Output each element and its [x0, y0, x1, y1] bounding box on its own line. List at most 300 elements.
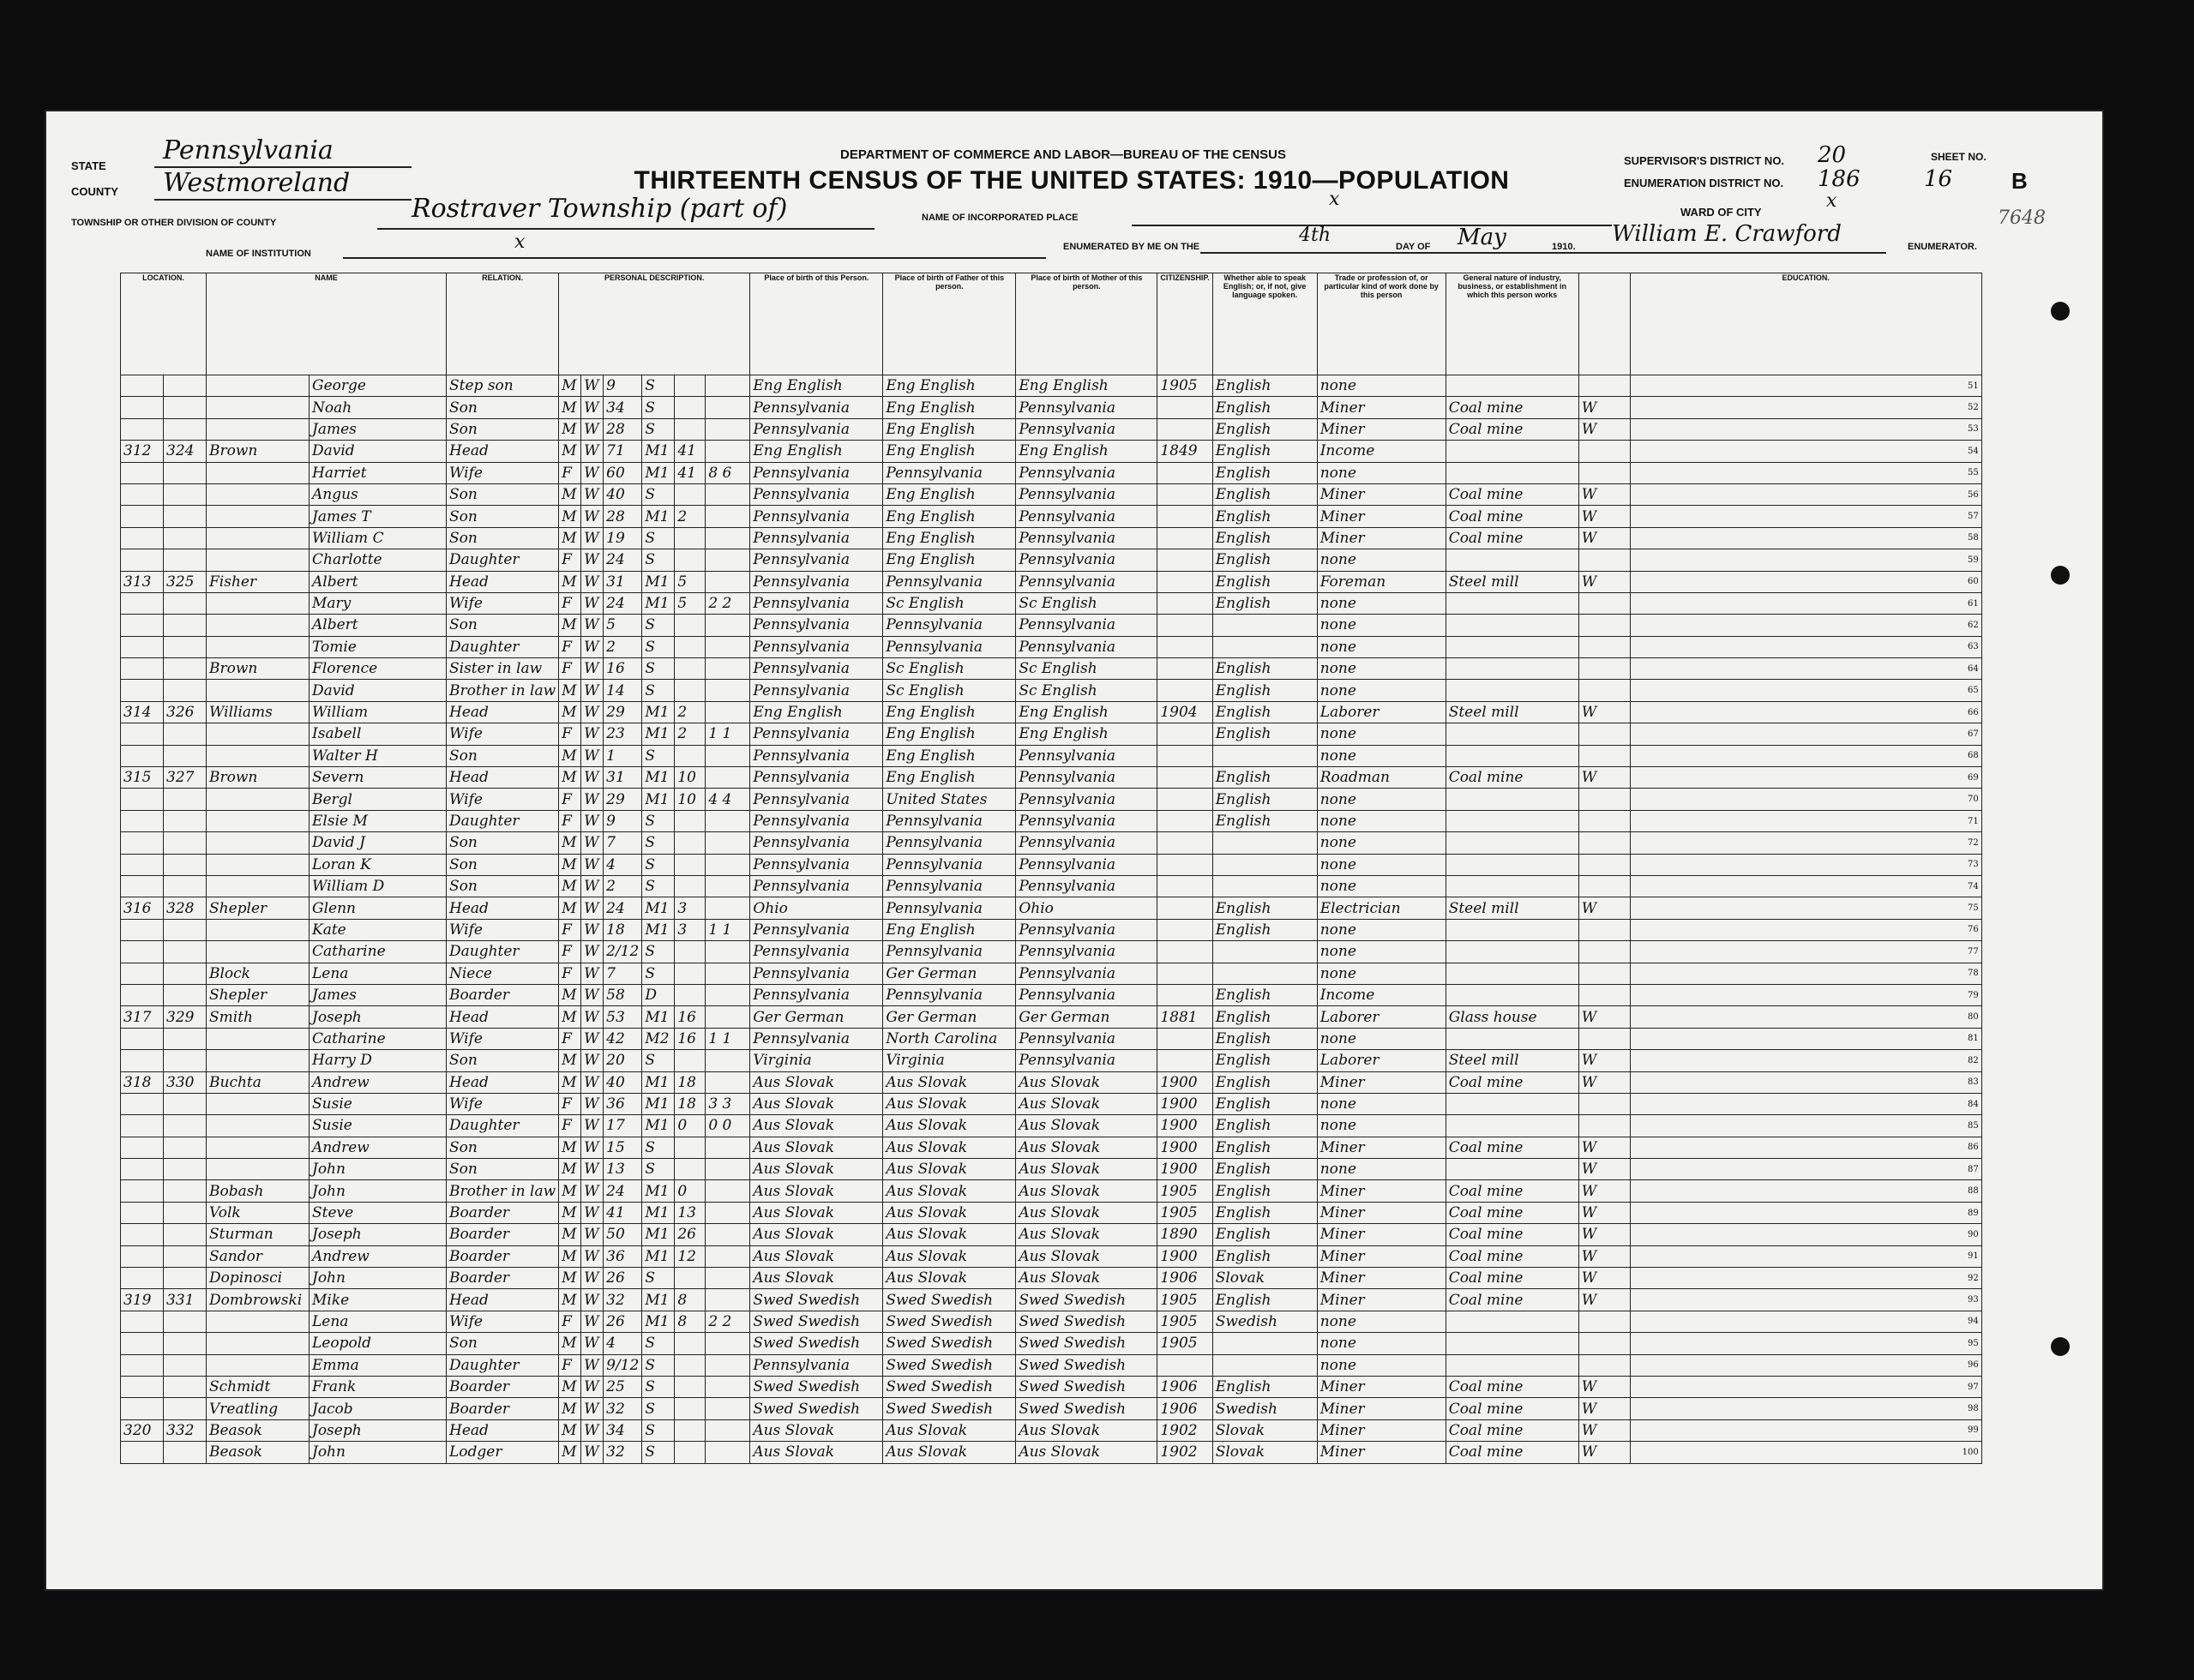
employment-cell — [1578, 919, 1630, 940]
relation-cell: Brother in law — [447, 680, 559, 701]
marital-status-cell: M1 — [642, 1289, 675, 1311]
dwelling-number-cell — [121, 397, 164, 418]
dwelling-number-cell: 313 — [121, 571, 164, 592]
dwelling-number-cell — [121, 1245, 164, 1267]
line-number-cell: 98 — [1630, 1398, 1981, 1419]
years-married-cell: 2 — [675, 723, 706, 745]
father-birthplace-cell: United States — [883, 789, 1016, 810]
industry-cell — [1446, 832, 1578, 854]
birthplace-cell: Pennsylvania — [750, 615, 883, 636]
dwelling-number-cell — [121, 1050, 164, 1071]
employment-cell — [1578, 462, 1630, 483]
immigration-year-cell — [1157, 897, 1212, 919]
children-cell — [706, 1224, 750, 1245]
father-birthplace-cell: Ger German — [883, 963, 1016, 984]
line-number-cell: 83 — [1630, 1071, 1981, 1093]
employment-cell: W — [1578, 527, 1630, 549]
immigration-year-cell — [1157, 462, 1212, 483]
line-number-cell: 92 — [1630, 1268, 1981, 1289]
table-row — [121, 723, 1982, 745]
dwelling-number-cell — [121, 984, 164, 1005]
immigration-year-cell — [1157, 941, 1212, 963]
trade-cell: none — [1317, 1311, 1446, 1332]
language-cell: English — [1212, 701, 1317, 723]
race-cell: W — [581, 615, 604, 636]
employment-cell: W — [1578, 1202, 1630, 1223]
industry-cell — [1446, 854, 1578, 875]
age-cell: 24 — [604, 592, 642, 614]
sex-cell: M — [559, 680, 581, 701]
census-table — [120, 273, 1982, 1464]
birthplace-cell: Swed Swedish — [750, 1398, 883, 1419]
relation-cell: Son — [447, 1333, 559, 1354]
line-number-cell: 53 — [1630, 418, 1981, 440]
birthplace-cell: Aus Slovak — [750, 1180, 883, 1202]
given-name-cell: Lena — [310, 1311, 447, 1332]
birthplace-cell: Eng English — [750, 701, 883, 723]
given-name-cell: Joseph — [310, 1419, 447, 1441]
given-name-cell: George — [310, 375, 447, 397]
given-name-cell: Catharine — [310, 941, 447, 963]
race-cell: W — [581, 1050, 604, 1071]
immigration-year-cell — [1157, 875, 1212, 897]
immigration-year-cell — [1157, 745, 1212, 766]
sex-cell: M — [559, 1398, 581, 1419]
race-cell: W — [581, 1115, 604, 1137]
mother-birthplace-cell: Pennsylvania — [1016, 854, 1157, 875]
header-relation: RELATION. — [447, 273, 559, 375]
surname-cell — [207, 875, 310, 897]
sex-cell: M — [559, 1159, 581, 1180]
children-cell — [706, 745, 750, 766]
language-cell: Slovak — [1212, 1442, 1317, 1463]
employment-cell — [1578, 941, 1630, 963]
given-name-cell: Mary — [310, 592, 447, 614]
enumerated-day: 4th — [1299, 225, 1331, 246]
binder-hole — [2051, 302, 2070, 321]
sex-cell: M — [559, 1268, 581, 1289]
surname-cell: Fisher — [207, 571, 310, 592]
marital-status-cell: S — [642, 1159, 675, 1180]
marital-status-cell: M1 — [642, 1071, 675, 1093]
marital-status-cell: M1 — [642, 441, 675, 462]
line-number-cell: 94 — [1630, 1311, 1981, 1332]
sex-cell: M — [559, 745, 581, 766]
marital-status-cell: S — [642, 875, 675, 897]
relation-cell: Wife — [447, 789, 559, 810]
immigration-year-cell — [1157, 1354, 1212, 1376]
trade-cell: none — [1317, 658, 1446, 680]
industry-cell: Coal mine — [1446, 418, 1578, 440]
marital-status-cell: S — [642, 745, 675, 766]
supervisor-label: SUPERVISOR'S DISTRICT NO. — [1624, 154, 1785, 167]
relation-cell: Head — [447, 1289, 559, 1311]
years-married-cell: 5 — [675, 592, 706, 614]
trade-cell: none — [1317, 1354, 1446, 1376]
years-married-cell — [675, 1268, 706, 1289]
enumerated-label: ENUMERATED BY ME ON THE — [1063, 242, 1200, 252]
language-cell: English — [1212, 723, 1317, 745]
language-cell — [1212, 854, 1317, 875]
trade-cell: none — [1317, 875, 1446, 897]
employment-cell — [1578, 723, 1630, 745]
years-married-cell — [675, 680, 706, 701]
age-cell: 36 — [604, 1245, 642, 1267]
employment-cell: W — [1578, 1071, 1630, 1093]
marital-status-cell: M1 — [642, 897, 675, 919]
surname-cell — [207, 1311, 310, 1332]
surname-cell: Shepler — [207, 897, 310, 919]
family-number-cell — [164, 1050, 207, 1071]
mother-birthplace-cell: Pennsylvania — [1016, 483, 1157, 505]
industry-cell: Coal mine — [1446, 1376, 1578, 1397]
industry-cell — [1446, 875, 1578, 897]
enumeration-number: 186 — [1818, 166, 1860, 192]
race-cell: W — [581, 1245, 604, 1267]
industry-cell: Coal mine — [1446, 397, 1578, 418]
line-number-cell: 60 — [1630, 571, 1981, 592]
race-cell: W — [581, 483, 604, 505]
industry-cell: Coal mine — [1446, 1180, 1578, 1202]
surname-cell — [207, 1028, 310, 1049]
dwelling-number-cell — [121, 483, 164, 505]
race-cell: W — [581, 1202, 604, 1223]
relation-cell: Head — [447, 1071, 559, 1093]
trade-cell: none — [1317, 375, 1446, 397]
trade-cell: none — [1317, 963, 1446, 984]
family-number-cell — [164, 1398, 207, 1419]
birthplace-cell: Pennsylvania — [750, 984, 883, 1005]
trade-cell: none — [1317, 1028, 1446, 1049]
industry-cell: Glass house — [1446, 1006, 1578, 1028]
family-number-cell — [164, 984, 207, 1005]
father-birthplace-cell: Pennsylvania — [883, 897, 1016, 919]
given-name-cell: Glenn — [310, 897, 447, 919]
surname-cell: Vreatling — [207, 1398, 310, 1419]
dwelling-number-cell — [121, 1093, 164, 1114]
given-name-cell: Mike — [310, 1289, 447, 1311]
given-name-cell: Noah — [310, 397, 447, 418]
father-birthplace-cell: Eng English — [883, 723, 1016, 745]
trade-cell: Laborer — [1317, 1050, 1446, 1071]
trade-cell: none — [1317, 810, 1446, 831]
age-cell: 42 — [604, 1028, 642, 1049]
mother-birthplace-cell: Eng English — [1016, 701, 1157, 723]
father-birthplace-cell: Pennsylvania — [883, 615, 1016, 636]
employment-cell: W — [1578, 418, 1630, 440]
dwelling-number-cell — [121, 1268, 164, 1289]
table-row — [121, 1115, 1982, 1137]
surname-cell — [207, 680, 310, 701]
employment-cell — [1578, 1028, 1630, 1049]
mother-birthplace-cell: Pennsylvania — [1016, 418, 1157, 440]
table-row — [121, 1137, 1982, 1158]
language-cell: English — [1212, 592, 1317, 614]
mother-birthplace-cell: Ger German — [1016, 1006, 1157, 1028]
employment-cell — [1578, 789, 1630, 810]
surname-cell — [207, 592, 310, 614]
family-number-cell — [164, 1202, 207, 1223]
years-married-cell — [675, 1137, 706, 1158]
surname-cell — [207, 506, 310, 527]
table-row — [121, 506, 1982, 527]
mother-birthplace-cell: Pennsylvania — [1016, 919, 1157, 940]
table-row — [121, 592, 1982, 614]
birthplace-cell: Ohio — [750, 897, 883, 919]
family-number-cell — [164, 963, 207, 984]
family-number-cell — [164, 810, 207, 831]
age-cell: 16 — [604, 658, 642, 680]
birthplace-cell: Aus Slovak — [750, 1268, 883, 1289]
children-cell — [706, 810, 750, 831]
marital-status-cell: S — [642, 1398, 675, 1419]
sex-cell: F — [559, 1354, 581, 1376]
line-number-cell: 64 — [1630, 658, 1981, 680]
marital-status-cell: S — [642, 963, 675, 984]
line-number-cell: 81 — [1630, 1028, 1981, 1049]
sex-cell: F — [559, 1311, 581, 1332]
sex-cell: M — [559, 1050, 581, 1071]
industry-cell: Coal mine — [1446, 506, 1578, 527]
immigration-year-cell — [1157, 549, 1212, 571]
surname-cell — [207, 919, 310, 940]
language-cell — [1212, 1354, 1317, 1376]
marital-status-cell: M1 — [642, 1115, 675, 1137]
age-cell: 20 — [604, 1050, 642, 1071]
father-birthplace-cell: Eng English — [883, 483, 1016, 505]
trade-cell: Miner — [1317, 1268, 1446, 1289]
trade-cell: Miner — [1317, 506, 1446, 527]
father-birthplace-cell: Eng English — [883, 549, 1016, 571]
birthplace-cell: Pennsylvania — [750, 919, 883, 940]
sex-cell: F — [559, 919, 581, 940]
marital-status-cell: M1 — [642, 1202, 675, 1223]
race-cell: W — [581, 1376, 604, 1397]
birthplace-cell: Swed Swedish — [750, 1311, 883, 1332]
given-name-cell: Harriet — [310, 462, 447, 483]
given-name-cell: Andrew — [310, 1137, 447, 1158]
surname-cell — [207, 418, 310, 440]
mother-birthplace-cell: Eng English — [1016, 375, 1157, 397]
language-cell: English — [1212, 462, 1317, 483]
township-label: TOWNSHIP OR OTHER DIVISION OF COUNTY — [71, 218, 277, 228]
language-cell — [1212, 615, 1317, 636]
township-underline — [377, 228, 875, 230]
header-citizenship: CITIZENSHIP. — [1157, 273, 1212, 375]
employment-cell: W — [1578, 483, 1630, 505]
binder-hole — [2051, 1337, 2070, 1356]
table-row — [121, 963, 1982, 984]
industry-cell — [1446, 984, 1578, 1005]
years-married-cell — [675, 1354, 706, 1376]
employment-cell — [1578, 963, 1630, 984]
mother-birthplace-cell: Pennsylvania — [1016, 984, 1157, 1005]
employment-cell: W — [1578, 571, 1630, 592]
dwelling-number-cell — [121, 1028, 164, 1049]
children-cell — [706, 701, 750, 723]
age-cell: 71 — [604, 441, 642, 462]
marital-status-cell: S — [642, 810, 675, 831]
years-married-cell — [675, 1376, 706, 1397]
relation-cell: Son — [447, 875, 559, 897]
age-cell: 15 — [604, 1137, 642, 1158]
relation-cell: Son — [447, 527, 559, 549]
given-name-cell: Bergl — [310, 789, 447, 810]
father-birthplace-cell: Eng English — [883, 397, 1016, 418]
relation-cell: Wife — [447, 723, 559, 745]
line-number-cell: 84 — [1630, 1093, 1981, 1114]
line-number-cell: 100 — [1630, 1442, 1981, 1463]
table-row — [121, 1028, 1982, 1049]
employment-cell: W — [1578, 1289, 1630, 1311]
industry-cell — [1446, 549, 1578, 571]
age-cell: 4 — [604, 854, 642, 875]
trade-cell: none — [1317, 723, 1446, 745]
industry-cell: Coal mine — [1446, 1071, 1578, 1093]
immigration-year-cell: 1902 — [1157, 1442, 1212, 1463]
marital-status-cell: M1 — [642, 767, 675, 789]
trade-cell: Miner — [1317, 1071, 1446, 1093]
given-name-cell: Emma — [310, 1354, 447, 1376]
immigration-year-cell: 1904 — [1157, 701, 1212, 723]
immigration-year-cell — [1157, 1028, 1212, 1049]
age-cell: 7 — [604, 963, 642, 984]
immigration-year-cell — [1157, 615, 1212, 636]
years-married-cell — [675, 1398, 706, 1419]
language-cell: English — [1212, 1028, 1317, 1049]
sex-cell: M — [559, 1376, 581, 1397]
race-cell: W — [581, 397, 604, 418]
language-cell: English — [1212, 1376, 1317, 1397]
race-cell: W — [581, 658, 604, 680]
immigration-year-cell — [1157, 397, 1212, 418]
industry-cell: Coal mine — [1446, 1245, 1578, 1267]
age-cell: 25 — [604, 1376, 642, 1397]
line-number-cell: 80 — [1630, 1006, 1981, 1028]
table-row — [121, 1245, 1982, 1267]
table-row — [121, 1354, 1982, 1376]
children-cell — [706, 897, 750, 919]
race-cell: W — [581, 1333, 604, 1354]
sex-cell: M — [559, 1071, 581, 1093]
mother-birthplace-cell: Sc English — [1016, 592, 1157, 614]
birthplace-cell: Pennsylvania — [750, 418, 883, 440]
dwelling-number-cell — [121, 1159, 164, 1180]
given-name-cell: David J — [310, 832, 447, 854]
mother-birthplace-cell: Pennsylvania — [1016, 506, 1157, 527]
industry-cell — [1446, 658, 1578, 680]
given-name-cell: William D — [310, 875, 447, 897]
birthplace-cell: Pennsylvania — [750, 1354, 883, 1376]
years-married-cell: 12 — [675, 1245, 706, 1267]
father-birthplace-cell: Aus Slovak — [883, 1071, 1016, 1093]
family-number-cell — [164, 723, 207, 745]
age-cell: 31 — [604, 767, 642, 789]
children-cell — [706, 875, 750, 897]
age-cell: 9 — [604, 375, 642, 397]
mother-birthplace-cell: Aus Slovak — [1016, 1224, 1157, 1245]
immigration-year-cell — [1157, 767, 1212, 789]
table-row — [121, 615, 1982, 636]
relation-cell: Lodger — [447, 1442, 559, 1463]
sex-cell: M — [559, 984, 581, 1005]
age-cell: 32 — [604, 1442, 642, 1463]
given-name-cell: Albert — [310, 615, 447, 636]
employment-cell: W — [1578, 1376, 1630, 1397]
family-number-cell — [164, 462, 207, 483]
years-married-cell — [675, 1419, 706, 1441]
age-cell: 60 — [604, 462, 642, 483]
family-number-cell — [164, 1268, 207, 1289]
mother-birthplace-cell: Swed Swedish — [1016, 1289, 1157, 1311]
sex-cell: M — [559, 767, 581, 789]
mother-birthplace-cell: Pennsylvania — [1016, 571, 1157, 592]
given-name-cell: Severn — [310, 767, 447, 789]
language-cell — [1212, 1333, 1317, 1354]
table-row — [121, 462, 1982, 483]
father-birthplace-cell: Pennsylvania — [883, 984, 1016, 1005]
relation-cell: Wife — [447, 462, 559, 483]
birthplace-cell: Pennsylvania — [750, 483, 883, 505]
dwelling-number-cell — [121, 789, 164, 810]
sex-cell: F — [559, 1115, 581, 1137]
race-cell: W — [581, 1354, 604, 1376]
given-name-cell: David — [310, 441, 447, 462]
dwelling-number-cell — [121, 549, 164, 571]
dwelling-number-cell — [121, 1376, 164, 1397]
relation-cell: Daughter — [447, 1354, 559, 1376]
sheet-number: 16 — [1924, 166, 1953, 192]
header-industry: General nature of industry, business, or establishment in which this person works — [1446, 273, 1578, 375]
immigration-year-cell: 1900 — [1157, 1093, 1212, 1114]
employment-cell — [1578, 854, 1630, 875]
surname-cell — [207, 1354, 310, 1376]
table-row — [121, 658, 1982, 680]
line-number-cell: 97 — [1630, 1376, 1981, 1397]
township-value: Rostraver Township (part of) — [412, 194, 788, 224]
sex-cell: M — [559, 615, 581, 636]
surname-cell — [207, 397, 310, 418]
surname-cell — [207, 1050, 310, 1071]
children-cell: 4 4 — [706, 789, 750, 810]
race-cell: W — [581, 418, 604, 440]
given-name-cell: John — [310, 1268, 447, 1289]
language-cell: English — [1212, 1202, 1317, 1223]
line-number-cell: 65 — [1630, 680, 1981, 701]
sex-cell: F — [559, 592, 581, 614]
table-row — [121, 1050, 1982, 1071]
immigration-year-cell: 1906 — [1157, 1376, 1212, 1397]
race-cell: W — [581, 919, 604, 940]
immigration-year-cell — [1157, 789, 1212, 810]
dwelling-number-cell: 320 — [121, 1419, 164, 1441]
language-cell — [1212, 745, 1317, 766]
children-cell — [706, 1050, 750, 1071]
marital-status-cell: M1 — [642, 701, 675, 723]
dwelling-number-cell — [121, 1333, 164, 1354]
language-cell: English — [1212, 483, 1317, 505]
mother-birthplace-cell: Aus Slovak — [1016, 1245, 1157, 1267]
relation-cell: Head — [447, 441, 559, 462]
age-cell: 34 — [604, 1419, 642, 1441]
surname-cell — [207, 745, 310, 766]
years-married-cell: 8 — [675, 1289, 706, 1311]
given-name-cell: James — [310, 984, 447, 1005]
race-cell: W — [581, 897, 604, 919]
given-name-cell: Loran K — [310, 854, 447, 875]
industry-cell: Steel mill — [1446, 1050, 1578, 1071]
table-row — [121, 1202, 1982, 1223]
